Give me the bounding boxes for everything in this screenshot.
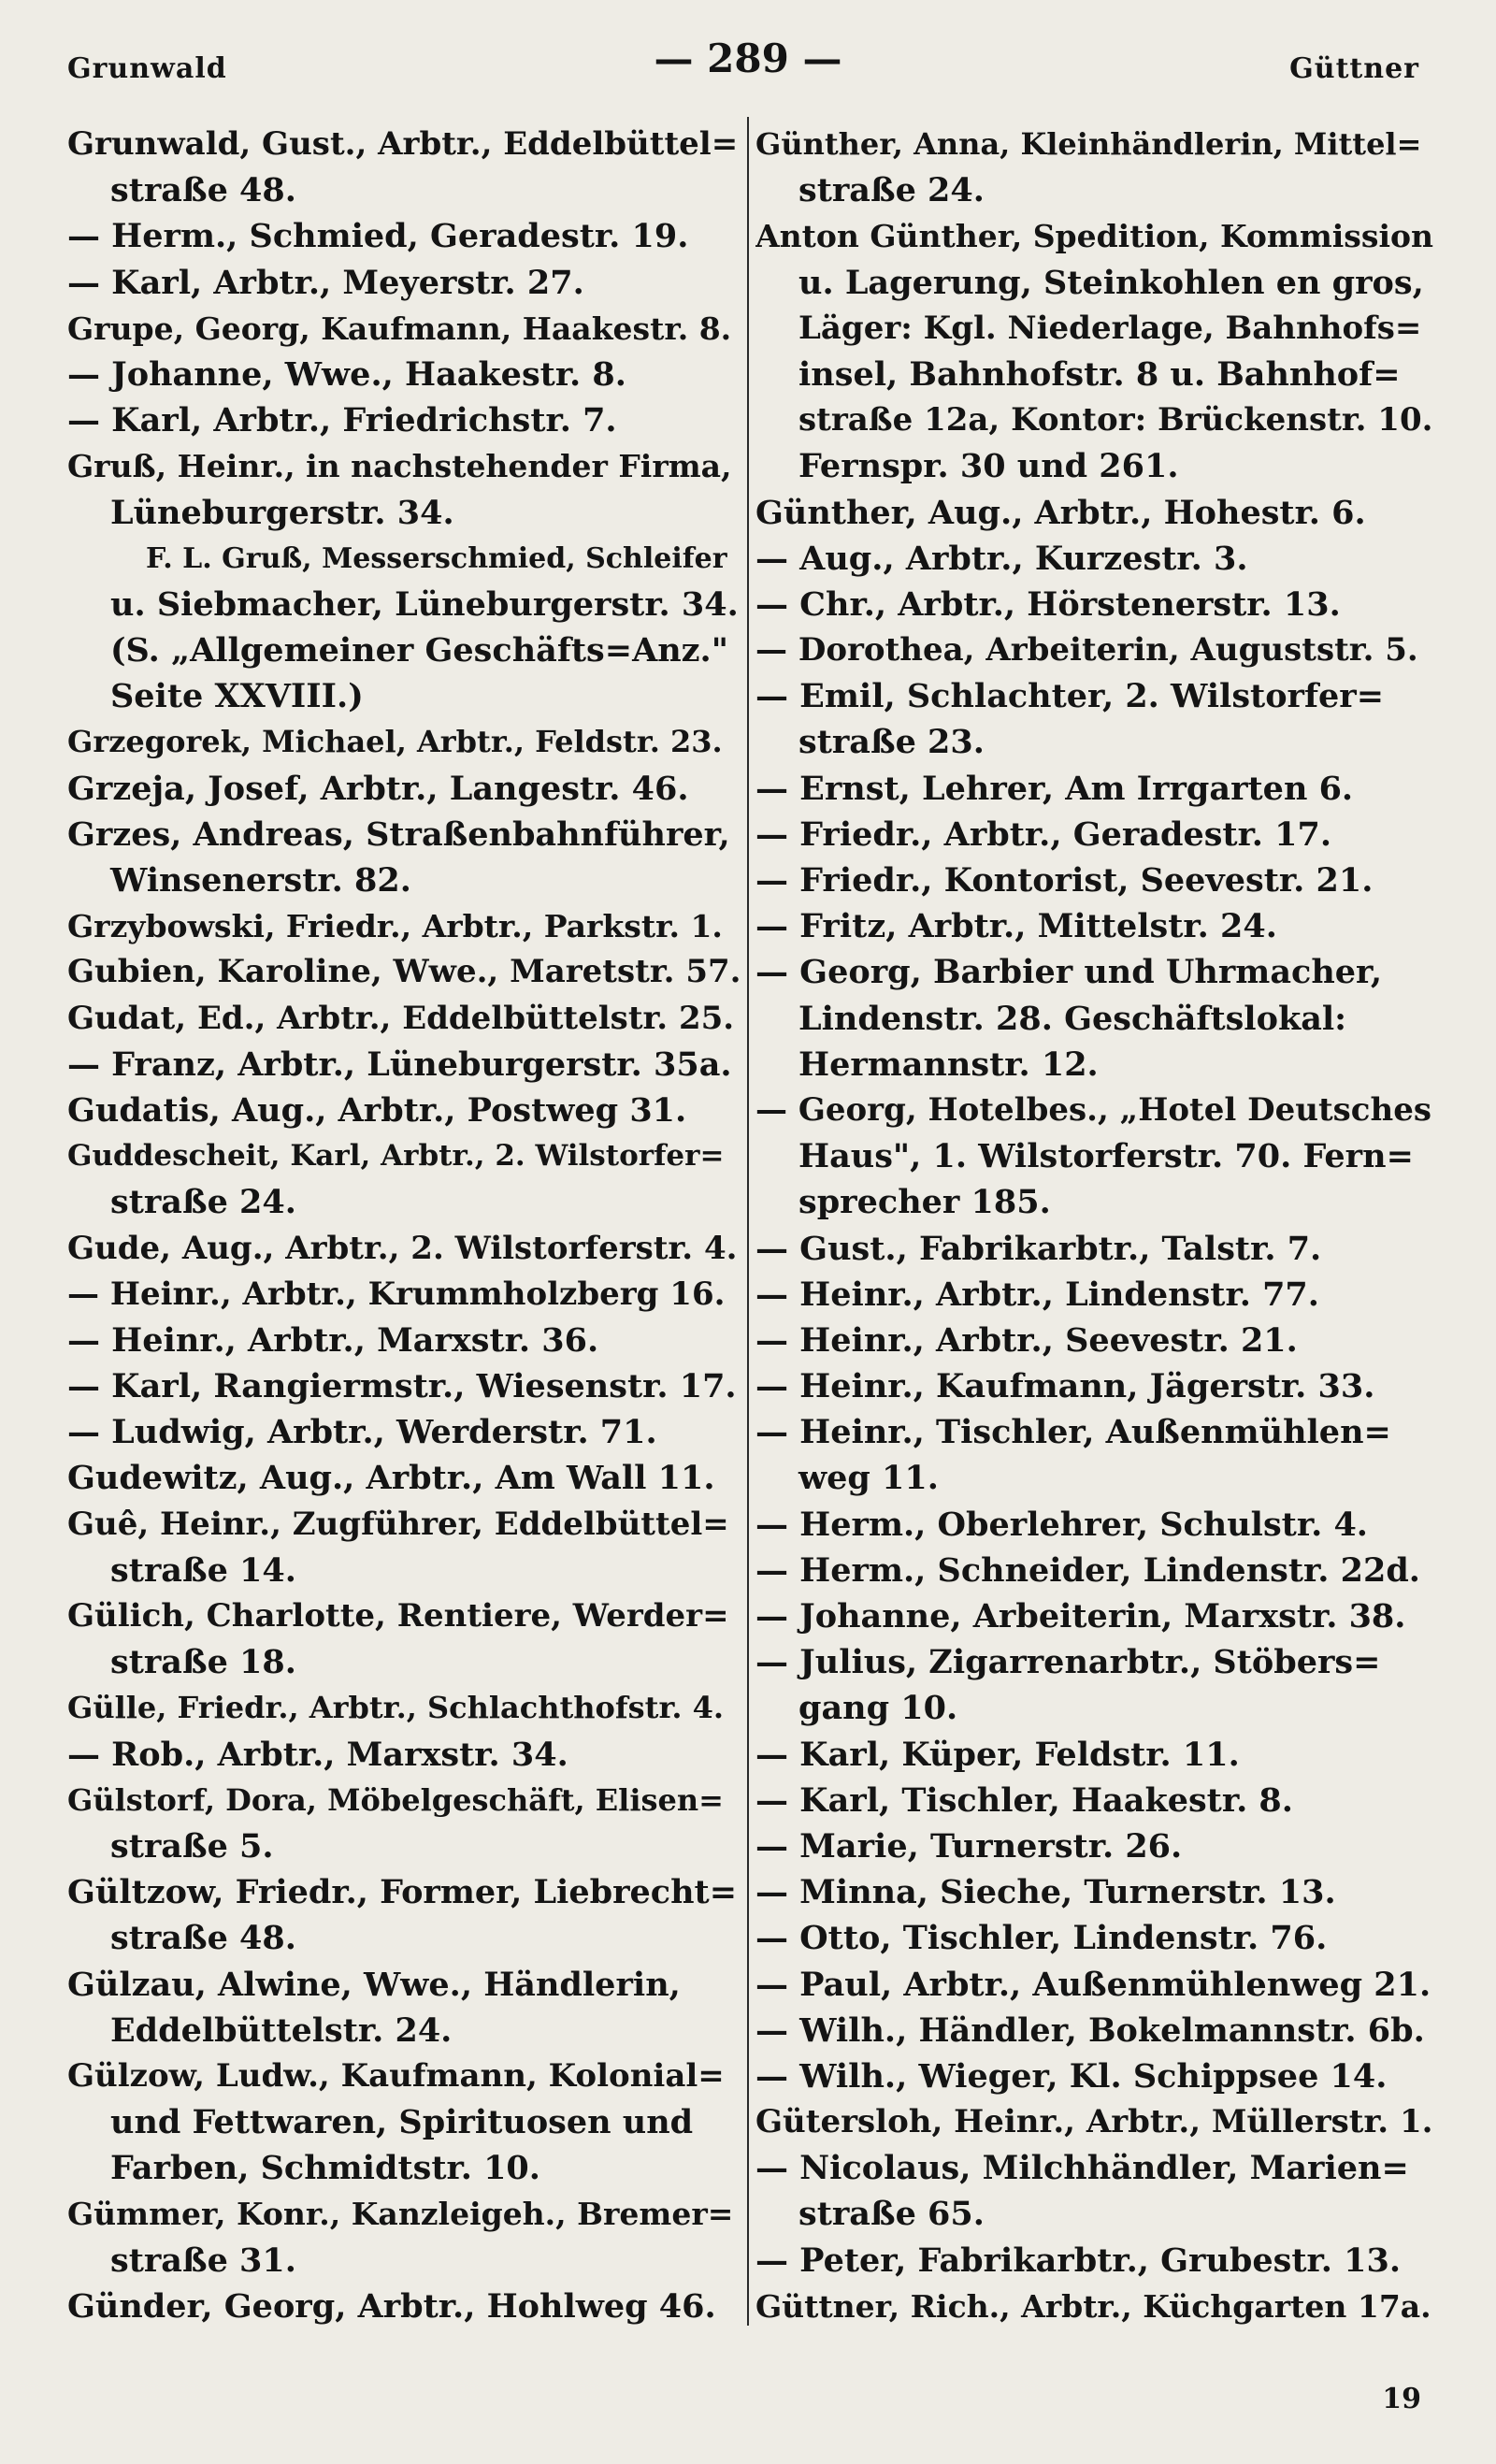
entry-continuation-line: Hermannstr. 12. — [798, 1045, 1099, 1084]
entry-continuation-line: straße 14. — [110, 1550, 296, 1590]
entry-line: — Wilh., Wieger, Kl. Schippsee 14. — [755, 2056, 1388, 2096]
entry-line: Guddescheit, Karl, Arbtr., 2. Wilstorfer= — [67, 1139, 725, 1174]
entry-line: — Georg, Hotelbes., „Hotel Deutsches — [755, 1090, 1431, 1129]
entry-line: — Dorothea, Arbeiterin, Auguststr. 5. — [755, 631, 1418, 670]
entry-line: Gülzau, Alwine, Wwe., Händlerin, — [67, 1965, 681, 2004]
entry-line: Grzegorek, Michael, Arbtr., Feldstr. 23. — [67, 724, 723, 760]
entry-line: — Heinr., Arbtr., Krummholzberg 16. — [67, 1275, 726, 1313]
entry-continuation-line: u. Lagerung, Steinkohlen en gros, — [798, 263, 1424, 302]
entry-line: Gudatis, Aug., Arbtr., Postweg 31. — [67, 1090, 687, 1130]
entry-line: Gülle, Friedr., Arbtr., Schlachthofstr. 4. — [67, 1690, 725, 1726]
entry-line: F. L. Gruß, Messerschmied, Schleifer — [146, 541, 727, 575]
entry-line: — Heinr., Tischler, Außenmühlen= — [755, 1413, 1391, 1452]
entry-line: Gude, Aug., Arbtr., 2. Wilstorferstr. 4. — [67, 1229, 738, 1267]
entry-continuation-line: straße 24. — [110, 1183, 296, 1222]
entry-line: Güttner, Rich., Arbtr., Küchgarten 17a. — [755, 2287, 1431, 2325]
page-header — [0, 36, 1496, 92]
entry-continuation-line: straße 18. — [110, 1643, 296, 1682]
entry-line: Grzybowski, Friedr., Arbtr., Parkstr. 1. — [67, 908, 723, 945]
entry-line: — Chr., Arbtr., Hörstenerstr. 13. — [755, 584, 1341, 624]
entry-line: — Heinr., Arbtr., Seevestr. 21. — [755, 1320, 1298, 1360]
entry-continuation-line: Eddelbüttelstr. 24. — [110, 2010, 453, 2050]
entry-line: — Peter, Fabrikarbtr., Grubestr. 13. — [755, 2241, 1402, 2280]
entry-line: Gruß, Heinr., in nachstehender Firma, — [67, 448, 732, 485]
entry-continuation-line: sprecher 185. — [798, 1183, 1051, 1222]
entry-line: Gülstorf, Dora, Möbelgeschäft, Elisen= — [67, 1781, 724, 1818]
entry-line: — Herm., Schneider, Lindenstr. 22d. — [755, 1550, 1420, 1590]
entry-continuation-line: Farben, Schmidtstr. 10. — [110, 2149, 540, 2188]
entry-continuation-line: (S. „Allgemeiner Geschäfts=Anz." — [110, 631, 728, 670]
entry-line: — Karl, Rangiermstr., Wiesenstr. 17. — [67, 1367, 737, 1406]
entry-line: — Minna, Sieche, Turnerstr. 13. — [755, 1873, 1336, 1912]
entry-line: — Heinr., Arbtr., Marxstr. 36. — [67, 1320, 599, 1360]
entry-line: — Karl, Arbtr., Friedrichstr. 7. — [67, 401, 617, 440]
entry-continuation-line: Winsenerstr. 82. — [110, 861, 411, 900]
entry-continuation-line: Läger: Kgl. Niederlage, Bahnhofs= — [798, 309, 1422, 347]
entry-line: Gümmer, Konr., Kanzleigeh., Bremer= — [67, 2196, 734, 2233]
page-number: — 289 — — [654, 36, 842, 81]
entry-line: — Nicolaus, Milchhändler, Marien= — [755, 2149, 1409, 2188]
entry-line: Gubien, Karoline, Wwe., Maretstr. 57. — [67, 953, 741, 991]
signature-mark: 19 — [1382, 2383, 1421, 2415]
entry-line: — Marie, Turnerstr. 26. — [755, 1826, 1183, 1866]
entry-line: Gülich, Charlotte, Rentiere, Werder= — [67, 1597, 729, 1635]
entry-continuation-line: Haus", 1. Wilstorferstr. 70. Fern= — [798, 1137, 1414, 1176]
column-divider — [747, 117, 749, 2326]
entry-line: — Rob., Arbtr., Marxstr. 34. — [67, 1735, 568, 1774]
entry-line: — Friedr., Kontorist, Seevestr. 21. — [755, 861, 1374, 900]
entry-line: — Georg, Barbier und Uhrmacher, — [755, 953, 1383, 992]
entry-line: — Karl, Arbtr., Meyerstr. 27. — [67, 263, 584, 302]
entry-line: Anton Günther, Spedition, Kommission — [755, 218, 1433, 255]
entry-line: — Friedr., Arbtr., Geradestr. 17. — [755, 814, 1332, 854]
entry-line: Grunwald, Gust., Arbtr., Eddelbüttel= — [67, 125, 739, 163]
entry-line: — Wilh., Händler, Bokelmannstr. 6b. — [755, 2010, 1425, 2050]
entry-line: — Ludwig, Arbtr., Werderstr. 71. — [67, 1413, 657, 1452]
entry-line: Gudat, Ed., Arbtr., Eddelbüttelstr. 25. — [67, 999, 735, 1037]
left-column — [67, 122, 741, 2329]
entry-continuation-line: u. Siebmacher, Lüneburgerstr. 34. — [110, 584, 739, 624]
entry-continuation-line: und Fettwaren, Spirituosen und — [110, 2103, 694, 2142]
entry-line: Günder, Georg, Arbtr., Hohlweg 46. — [67, 2286, 716, 2326]
entry-continuation-line: straße 48. — [110, 171, 296, 210]
entry-continuation-line: gang 10. — [798, 1689, 958, 1728]
entry-line: — Aug., Arbtr., Kurzestr. 3. — [755, 539, 1248, 578]
entry-continuation-line: straße 48. — [110, 1919, 296, 1958]
entry-line: Günther, Anna, Kleinhändlerin, Mittel= — [755, 126, 1422, 162]
entry-continuation-line: Lüneburgerstr. 34. — [110, 493, 454, 532]
entry-continuation-line: straße 31. — [110, 2241, 296, 2280]
entry-line: — Julius, Zigarrenarbtr., Stöbers= — [755, 1643, 1381, 1682]
entry-continuation-line: Seite XXVIII.) — [110, 677, 364, 716]
entry-continuation-line: insel, Bahnhofstr. 8 u. Bahnhof= — [798, 354, 1401, 394]
entry-line: — Paul, Arbtr., Außenmühlenweg 21. — [755, 1965, 1431, 2004]
entry-line: Gülzow, Ludw., Kaufmann, Kolonial= — [67, 2056, 725, 2095]
entry-line: — Ernst, Lehrer, Am Irrgarten 6. — [755, 769, 1354, 808]
running-head-right: Güttner — [1289, 52, 1419, 85]
entry-line: — Heinr., Kaufmann, Jägerstr. 33. — [755, 1367, 1375, 1406]
entry-line: — Johanne, Arbeiterin, Marxstr. 38. — [755, 1597, 1406, 1635]
entry-line: Günther, Aug., Arbtr., Hohestr. 6. — [755, 493, 1366, 532]
entry-line: — Herm., Oberlehrer, Schulstr. 4. — [755, 1505, 1368, 1544]
entry-continuation-line: Lindenstr. 28. Geschäftslokal: — [798, 999, 1347, 1038]
entry-line: — Karl, Tischler, Haakestr. 8. — [755, 1780, 1293, 1820]
entry-line: — Otto, Tischler, Lindenstr. 76. — [755, 1919, 1328, 1958]
entry-line: — Karl, Küper, Feldstr. 11. — [755, 1735, 1240, 1774]
entry-line: — Heinr., Arbtr., Lindenstr. 77. — [755, 1275, 1319, 1314]
entry-continuation-line: straße 24. — [798, 171, 985, 210]
entry-line: Grupe, Georg, Kaufmann, Haakestr. 8. — [67, 310, 732, 347]
entry-continuation-line: straße 23. — [798, 723, 985, 762]
entry-line: — Gust., Fabrikarbtr., Talstr. 7. — [755, 1229, 1322, 1268]
entry-continuation-line: straße 5. — [110, 1826, 274, 1866]
entry-line: Grzes, Andreas, Straßenbahnführer, — [67, 814, 730, 854]
entry-line: Gütersloh, Heinr., Arbtr., Müllerstr. 1. — [755, 2103, 1433, 2141]
entry-line: — Johanne, Wwe., Haakestr. 8. — [67, 354, 626, 394]
entry-line: Grzeja, Josef, Arbtr., Langestr. 46. — [67, 769, 689, 808]
entry-continuation-line: straße 12a, Kontor: Brückenstr. 10. — [798, 401, 1433, 439]
entry-continuation-line: straße 65. — [798, 2195, 985, 2234]
running-head-left: Grunwald — [67, 52, 227, 85]
entry-line: — Franz, Arbtr., Lüneburgerstr. 35a. — [67, 1045, 732, 1084]
entry-line: — Herm., Schmied, Geradestr. 19. — [67, 217, 689, 256]
entry-line: Guê, Heinr., Zugführer, Eddelbüttel= — [67, 1505, 729, 1543]
entry-line: — Fritz, Arbtr., Mittelstr. 24. — [755, 907, 1277, 946]
entry-continuation-line: weg 11. — [798, 1459, 939, 1498]
entry-line: Gudewitz, Aug., Arbtr., Am Wall 11. — [67, 1459, 715, 1498]
entry-continuation-line: Fernspr. 30 und 261. — [798, 447, 1179, 486]
entry-line: — Emil, Schlachter, 2. Wilstorfer= — [755, 677, 1385, 716]
right-column — [755, 122, 1433, 2329]
entry-line: Gültzow, Friedr., Former, Liebrecht= — [67, 1873, 738, 1912]
